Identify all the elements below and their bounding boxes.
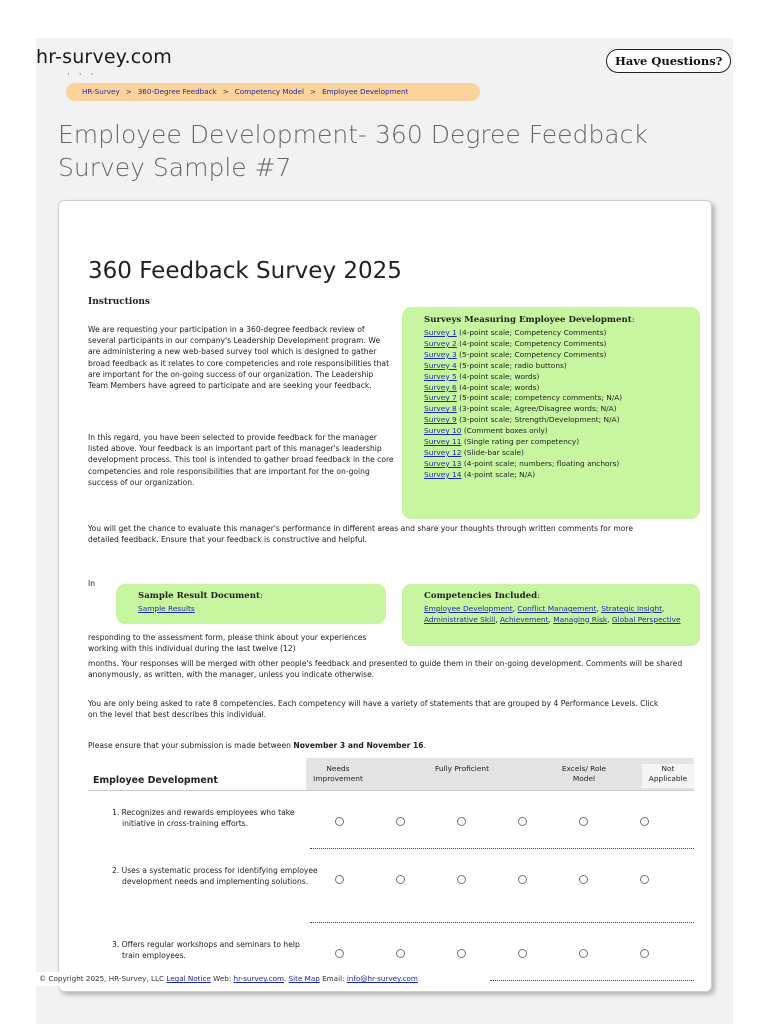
competency-separator: , [607,614,612,624]
surveys-box-heading [424,315,635,325]
survey-list-item [424,393,622,404]
survey-link[interactable]: Survey 11 [424,437,462,447]
site-logo[interactable]: hr-survey.com [36,46,172,68]
submission-dates-prefix: Please ensure that your submission is made between [88,741,294,750]
instructions-heading: Instructions [88,297,150,307]
instructions-paragraph-4-a: responding to the assessment form, please think about your experiences working with this individual during the last twelve (12) [88,633,367,654]
survey-description: (Comment boxes only) [461,426,548,436]
breadcrumb-separator: > [222,87,229,96]
rating-radio[interactable] [518,817,527,826]
breadcrumb-item-employee-development[interactable]: Employee Development [322,87,409,96]
competency-link[interactable]: Employee Development [424,604,513,613]
sample-result-heading-colon: : [259,591,263,601]
competencies-links [424,604,690,625]
survey-description: (4-point scale; words) [456,382,540,392]
instructions-paragraph-1: We are requesting your participation in a 360-degree feedback review of several participants in our company's Leadership Development program. We are administering a new web-based survey tool which is designed to gather broad feedback as it relates to core competencies and role responsibilities that are important for the on-going success of our organization. The Leadership Team Members have agreed to participate and are seeking your feedback. [88,325,390,391]
survey-link[interactable]: Survey 3 [424,349,457,359]
table-section-title: Employee Development [93,775,218,786]
survey-list-item [424,383,622,394]
footer-web-link[interactable]: hr-survey.com [233,974,284,983]
competency-link[interactable]: Conflict Management [517,604,597,613]
survey-list-item [424,437,622,448]
footer-email-link[interactable]: info@hr-survey.com [346,974,418,983]
rating-radio[interactable] [335,875,344,884]
survey-link[interactable]: Survey 10 [424,426,462,436]
question-text: 1. Recognizes and rewards employees who take initiative in cross-training efforts. [112,808,295,828]
footer-separator: . [283,974,287,983]
question-text: 3. Offers regular workshops and seminars to help train employees. [112,940,300,960]
competency-separator: , [495,614,500,624]
breadcrumb-item-competency-model[interactable]: Competency Model [234,87,305,96]
row-divider [310,922,694,923]
rating-radio[interactable] [457,949,466,958]
header-not-applicable: Not Applicable [642,764,694,788]
footer-copyright: © Copyright 2025, HR-Survey, LLC [39,974,165,983]
surveys-box-heading-colon: : [631,315,635,325]
survey-description: (4-point scale; Competency Comments) [456,338,607,348]
survey-list-item [424,404,622,415]
footer-email-label: Email: [322,974,345,983]
survey-list-item [424,459,622,470]
rating-radio[interactable] [640,949,649,958]
competency-separator: , [596,604,602,613]
survey-description: (Slide-bar scale) [461,447,524,457]
row-divider [490,980,694,981]
survey-description: (5-point scale; radio buttons) [456,360,567,370]
rating-radio[interactable] [396,875,405,884]
survey-link[interactable]: Survey 1 [424,328,457,337]
footer-legal-link[interactable]: Legal Notice [166,974,211,983]
survey-link[interactable]: Survey 2 [424,338,457,348]
sample-results-link[interactable]: Sample Results [138,604,195,613]
header-needs-improvement: Needs Improvement [313,764,363,783]
rating-radio[interactable] [579,875,588,884]
rating-radio[interactable] [640,817,649,826]
instructions-paragraph-5: You are only being asked to rate 8 competencies. Each competency will have a variety of statements that are grouped by 4 Performance Levels. Click on the level that best describes this individual. [88,699,659,720]
instructions-paragraph-2: In this regard, you have been selected to provide feedback for the manager listed above. Your feedback is an important part of this manager's leadership development process. This tool is intended to gather broad feedback in the core competencies and role responsibilities that are important for the on-going success of our organization. [88,433,394,487]
row-divider [310,848,694,849]
rating-radio[interactable] [335,949,344,958]
breadcrumb-item-360-feedback[interactable]: 360-Degree Feedback [137,87,217,96]
competencies-heading-text: Competencies Included [424,591,538,601]
header-excels-role-model: Excels/ Role Model [561,764,607,783]
survey-list-item [424,415,622,426]
survey-list-item [424,426,622,437]
survey-list-item [424,328,622,339]
survey-link[interactable]: Survey 5 [424,371,457,381]
survey-description: (4-point scale; numbers; floating anchors) [461,458,620,468]
survey-description: (5-point scale; Competency Comments) [456,349,607,359]
submission-dates-suffix: . [423,741,427,750]
breadcrumb-separator: > [125,87,132,96]
instructions-paragraph-3: You will get the chance to evaluate this manager's performance in different areas and share your thoughts through written comments for more detailed feedback. Ensure that your feedback is constructive and helpful. [88,524,634,545]
competency-link[interactable]: Global Perspective [611,614,681,624]
survey-link[interactable]: Survey 12 [424,447,462,457]
survey-description: (Single rating per competency) [461,437,580,447]
rating-radio[interactable] [396,817,405,826]
survey-link[interactable]: Survey 14 [424,469,462,479]
surveys-list [424,328,622,481]
competency-separator: , [662,604,665,613]
rating-radio[interactable] [518,875,527,884]
survey-list-item [424,448,622,459]
footer-web-label: Web: [213,974,232,983]
submission-dates-paragraph [88,740,688,751]
rating-radio[interactable] [518,949,527,958]
survey-description: (3-point scale; Agree/Disagree words; N/A) [456,404,617,414]
competency-separator: , [548,614,554,624]
surveys-box-heading-text: Surveys Measuring Employee Development [424,315,632,325]
footer [36,972,421,986]
survey-list-item [424,361,622,372]
survey-list-item [424,339,622,350]
footer-sitemap-link[interactable]: Site Map [288,974,320,983]
competency-link[interactable]: Achievement [499,614,549,624]
surveys-box [402,307,700,519]
survey-link[interactable]: Survey 13 [424,458,462,468]
instructions-paragraph-4-start: In [88,579,96,588]
submission-dates: November 3 and November 16 [293,741,424,750]
page-title: Employee Development- 360 Degree Feedback Survey Sample #7 [58,120,648,182]
rating-radio[interactable] [640,875,649,884]
competencies-heading-colon: : [537,591,541,601]
instructions-paragraph-4-b: months. Your responses will be merged with other people's feedback and presented to guide them in their on-going development. Comments will be shared anonymously, as written, with the manager, unless you indicate otherwise. [88,659,683,680]
have-questions-button[interactable]: Have Questions? [606,49,731,73]
survey-title: 360 Feedback Survey 2025 [88,258,402,284]
competencies-box [402,584,700,646]
survey-description: (5-point scale; competency comments; N/A) [456,393,623,403]
survey-description: (4-point scale; words) [456,371,540,381]
survey-link[interactable]: Survey 4 [424,360,457,370]
rating-radio[interactable] [335,817,344,826]
question-text: 2. Uses a systematic process for identifying employee development needs and implementing solutions. [112,866,318,886]
survey-description: (4-point scale; N/A) [461,469,536,479]
survey-list-item [424,470,622,481]
sample-result-box [116,584,386,624]
sample-result-heading-text: Sample Result Document [138,591,260,601]
survey-link[interactable]: Survey 6 [424,382,457,392]
breadcrumb-item-hr-survey[interactable]: HR-Survey [82,87,120,96]
survey-link[interactable]: Survey 7 [424,393,457,403]
competency-link[interactable]: Managing Risk [553,614,608,624]
breadcrumb [66,83,480,101]
survey-list-item [424,372,622,383]
survey-description: (3-point scale; Strength/Development; N/A) [456,415,620,425]
rating-radio[interactable] [457,817,466,826]
survey-link[interactable]: Survey 9 [424,415,457,425]
rating-radio[interactable] [396,949,405,958]
header-fully-proficient: Fully Proficient [435,764,489,773]
rating-radio[interactable] [579,817,588,826]
logo-decoration: · · · [67,70,97,80]
survey-link[interactable]: Survey 8 [424,404,457,414]
competency-link[interactable]: Strategic Insight [601,604,663,613]
survey-list-item [424,350,622,361]
rating-radio[interactable] [457,875,466,884]
competencies-heading [424,591,540,601]
breadcrumb-separator: > [310,87,317,96]
competency-link[interactable]: Administrative Skill [424,614,496,624]
survey-description: (4-point scale; Competency Comments) [456,328,607,337]
rating-radio[interactable] [579,949,588,958]
competency-separator: , [512,604,518,613]
table-title-cell [88,758,306,791]
sample-result-heading [138,591,263,601]
